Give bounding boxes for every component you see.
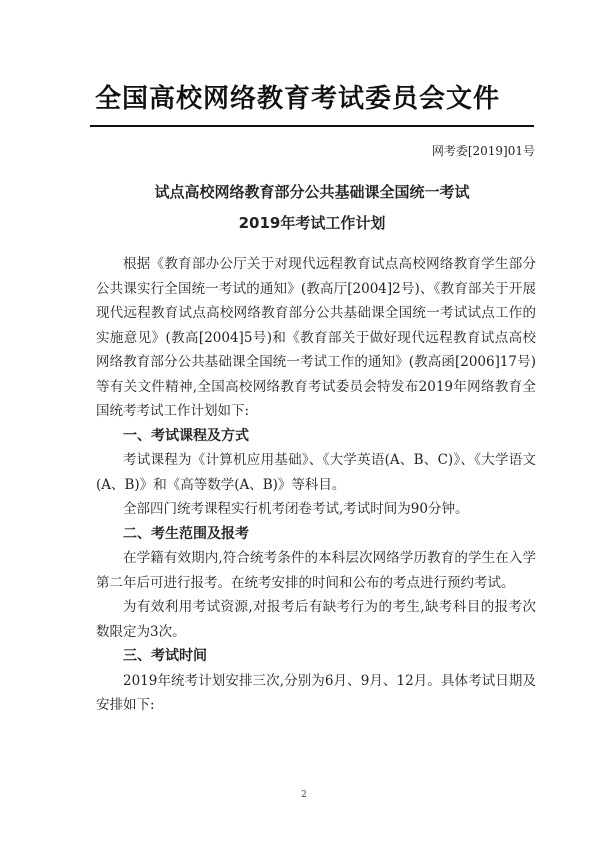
section-heading-schedule: 三、考试时间 bbox=[123, 648, 207, 664]
section-courses-paragraph-2: 全部四门统考课程实行机考闭卷考试,考试时间为90分钟。 bbox=[123, 501, 469, 517]
header-divider bbox=[90, 125, 534, 127]
issuer-header: 全国高校网络教育考试委员会文件 bbox=[95, 84, 501, 114]
document-body bbox=[96, 252, 536, 718]
document-number: 网考委[2019]01号 bbox=[431, 144, 535, 158]
section-courses-paragraph-1: 考试课程为《计算机应用基础》、《大学英语(A、B、C)》、《大学语文(A、B)》和《高等数学(A、B)》等科目。 bbox=[96, 452, 536, 493]
section-candidates-paragraph-1: 在学籍有效期内,符合统考条件的本科层次网络学历教育的学生在入学第二年后可进行报考。在统考安排的时间和公布的考点进行预约考试。 bbox=[96, 550, 536, 591]
document-title-line-1: 试点高校网络教育部分公共基础课全国统一考试 bbox=[154, 183, 470, 201]
page-number: 2 bbox=[301, 790, 307, 800]
intro-paragraph: 根据《教育部办公厅关于对现代远程教育试点高校网络教育学生部分公共课实行全国统一考试的通知》(教高厅[2004]2号)、《教育部关于开展现代远程教育试点高校网络教育部分公共基础课全国统一考试试点工作的实施意见》(教高[2004]5号)和《教育部关于做好现代远程教育试点高校网络教育部分公共基础课全国统一考试工作的通知》(教高函[2006]17号)等有关文件精神,全国高校网络教育考试委员会特发布2019年网络教育全国统考考试工作计划如下: bbox=[96, 256, 536, 419]
section-schedule-paragraph-1: 2019年统考计划安排三次,分别为6月、9月、12月。具体考试日期及安排如下: bbox=[96, 672, 536, 713]
section-heading-courses: 一、考试课程及方式 bbox=[123, 427, 249, 444]
document-title-line-2: 2019年考试工作计划 bbox=[238, 214, 386, 232]
section-candidates-paragraph-2: 为有效利用考试资源,对报考后有缺考行为的考生,缺考科目的报考次数限定为3次。 bbox=[96, 599, 536, 640]
section-heading-candidates: 二、考生范围及报考 bbox=[123, 525, 249, 542]
